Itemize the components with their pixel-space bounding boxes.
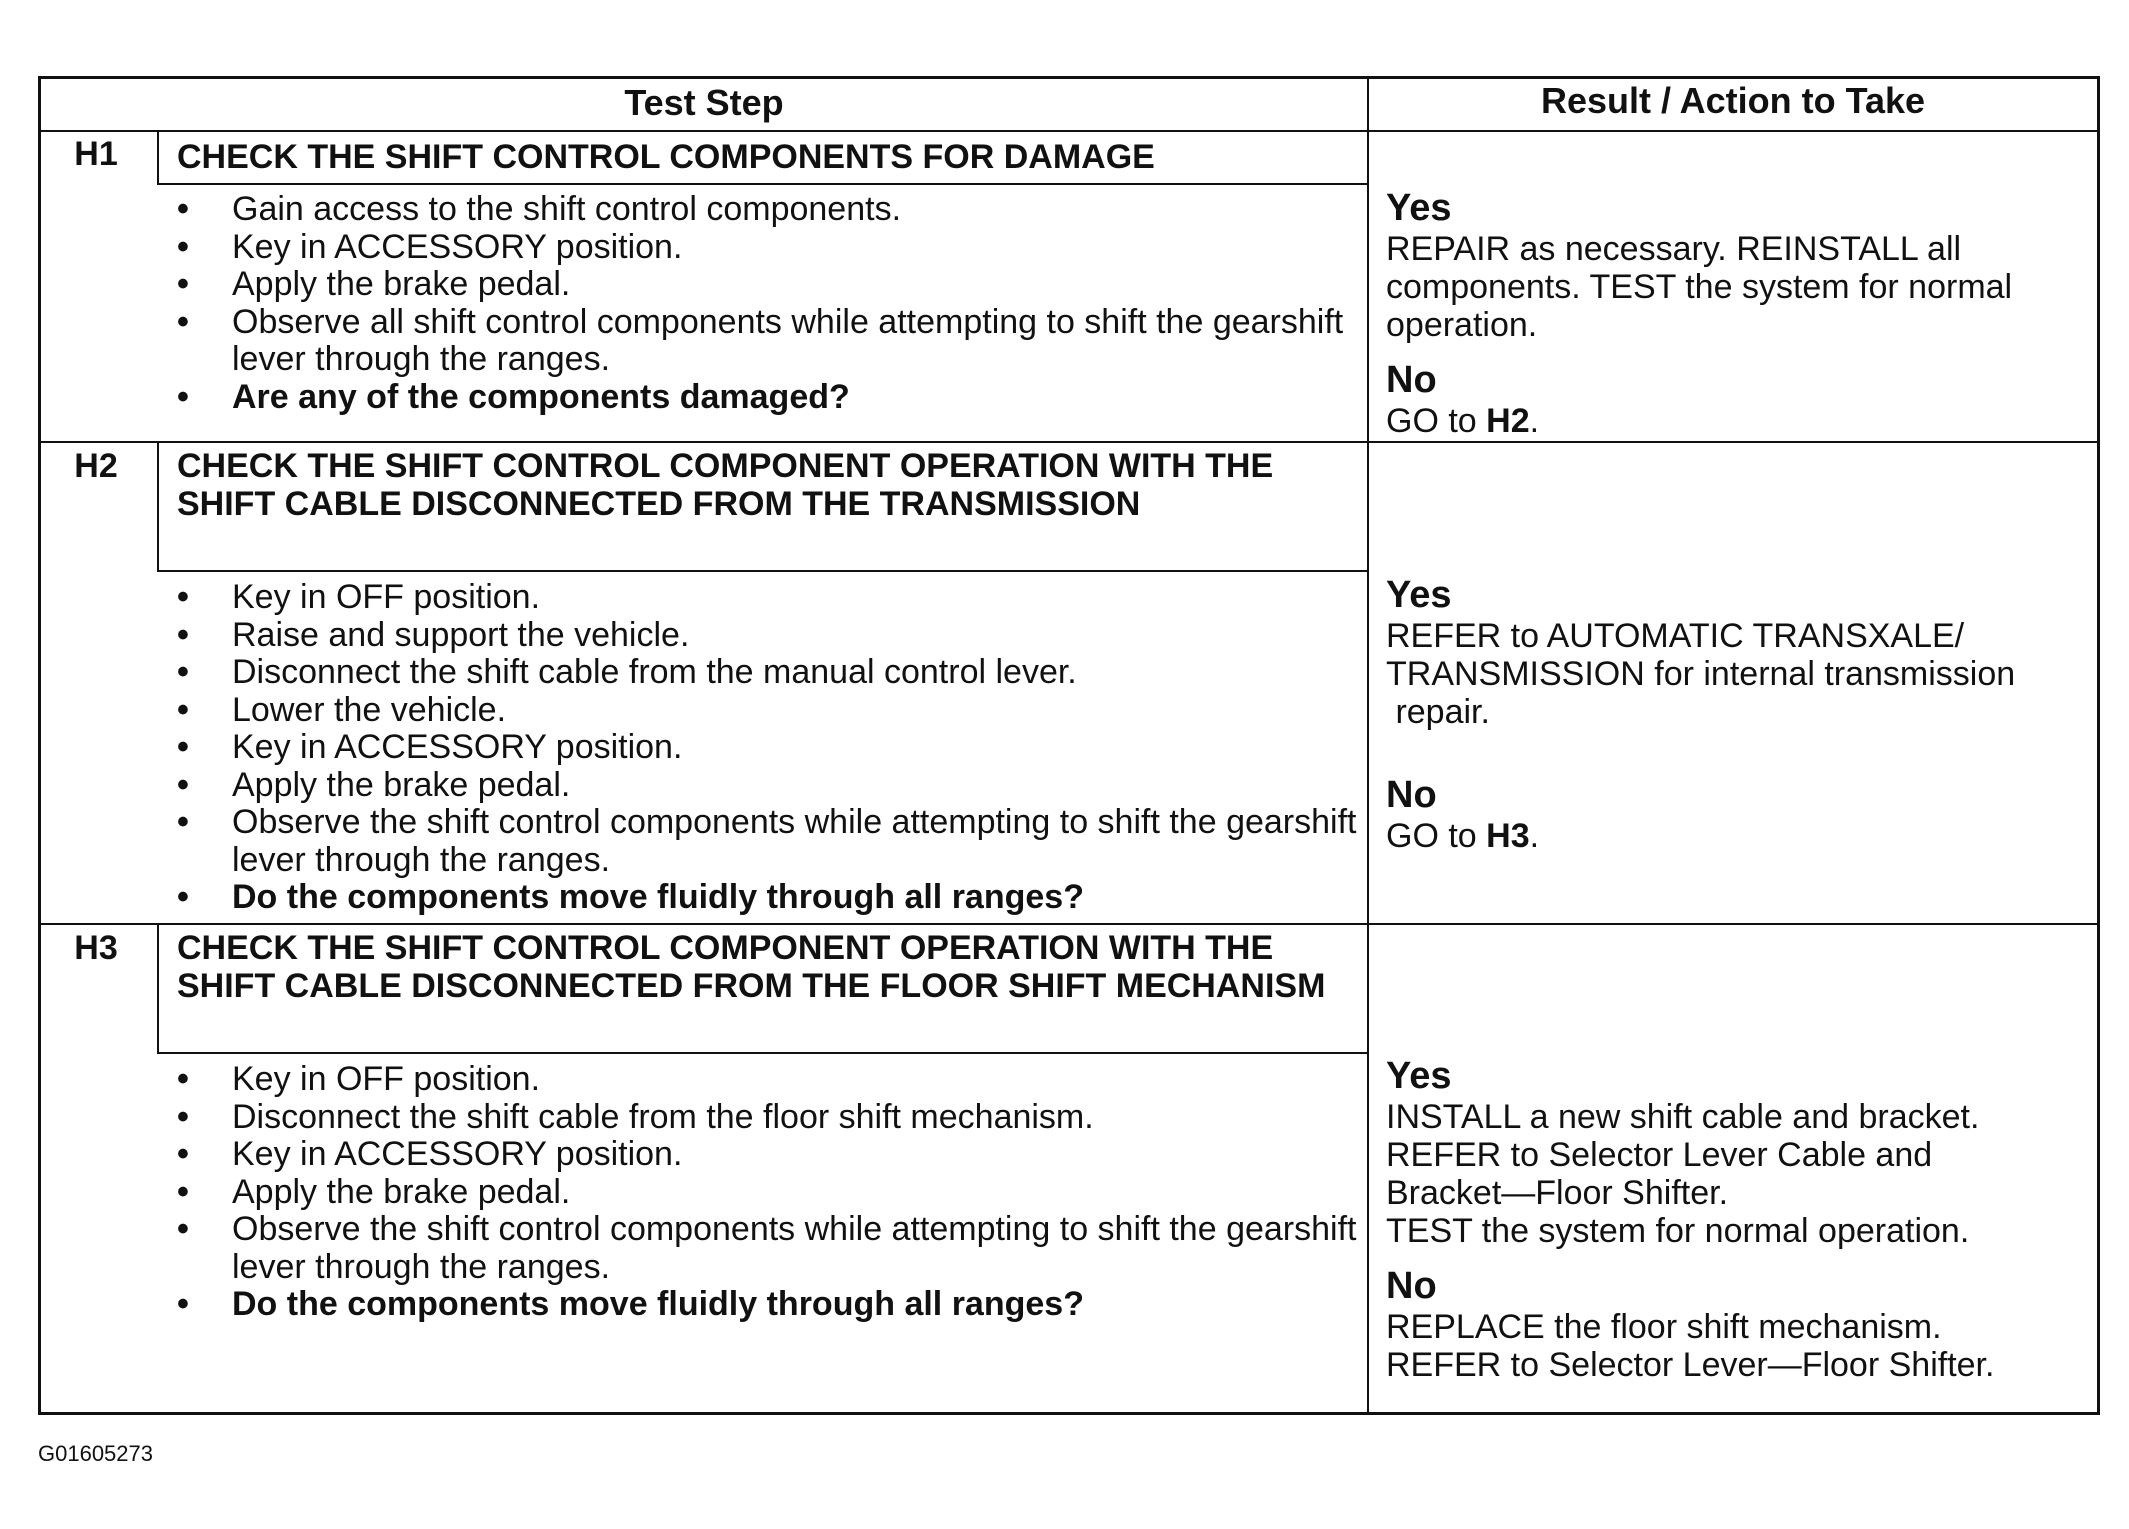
action-item: • Key in ACCESSORY position. xyxy=(177,1136,1357,1174)
no-label: No xyxy=(1386,774,1437,816)
action-item: • Apply the brake pedal. xyxy=(177,266,1357,304)
yes-text-line: REFER to AUTOMATIC TRANSXALE/ xyxy=(1386,617,1965,655)
yes-text-line: Bracket—Floor Shifter. xyxy=(1386,1174,1729,1212)
step-question: • Do the components move fluidly through all ranges? xyxy=(177,879,1357,917)
h1-title-rule xyxy=(157,183,1367,185)
column-divider xyxy=(1367,79,1369,1412)
step-question: • Are any of the components damaged? xyxy=(177,379,1357,417)
h1-end-rule xyxy=(41,441,2097,443)
yes-text-line: TRANSMISSION for internal transmission xyxy=(1386,655,2016,693)
yes-text-line: repair. xyxy=(1386,693,1490,731)
no-text-line xyxy=(1386,817,2015,855)
result-action-header: Result / Action to Take xyxy=(1540,80,1926,121)
action-item: • Key in OFF position. xyxy=(177,579,1357,617)
no-text-line: REFER to Selector Lever—Floor Shifter. xyxy=(1386,1346,1995,1384)
yes-text-line: INSTALL a new shift cable and bracket. xyxy=(1386,1098,1980,1136)
step-title-h1: CHECK THE SHIFT CONTROL COMPONENTS FOR DAMAGE xyxy=(177,138,1155,176)
step-actions-h2 xyxy=(177,579,1357,917)
step-title-h2: CHECK THE SHIFT CONTROL COMPONENT OPERATION WITH THE SHIFT CABLE DISCONNECTED FROM THE TRANSMISSION xyxy=(177,447,1274,523)
action-item: • Observe the shift control components while attempting to shift the gearshift lever through the ranges. xyxy=(177,804,1357,879)
h3-title-rule xyxy=(157,1052,1367,1054)
yes-text-line: TEST the system for normal operation. xyxy=(1386,1212,1970,1250)
no-suffix: . xyxy=(1529,402,1540,440)
no-text-line xyxy=(1386,402,2012,440)
id-divider-h3 xyxy=(157,925,159,1054)
step-reference: H2 xyxy=(1486,402,1530,440)
figure-code: G01605273 xyxy=(38,1441,153,1466)
result-h1 xyxy=(1386,186,2012,440)
no-label: No xyxy=(1386,1265,1437,1307)
step-actions-h1 xyxy=(177,191,1357,416)
step-reference: H3 xyxy=(1486,817,1530,855)
result-h2 xyxy=(1386,573,2015,855)
action-item: • Observe the shift control components while attempting to shift the gearshift lever through the ranges. xyxy=(177,1211,1357,1286)
step-question: • Do the components move fluidly through all ranges? xyxy=(177,1286,1357,1324)
diagnostic-table xyxy=(38,76,2100,1415)
yes-text-line: operation. xyxy=(1386,306,1538,344)
action-item: • Lower the vehicle. xyxy=(177,692,1357,730)
action-item: • Disconnect the shift cable from the manual control lever. xyxy=(177,654,1357,692)
action-item: • Key in ACCESSORY position. xyxy=(177,229,1357,267)
action-item: • Key in OFF position. xyxy=(177,1061,1357,1099)
yes-text-line: REPAIR as necessary. REINSTALL all xyxy=(1386,230,1962,268)
yes-label: Yes xyxy=(1386,1055,1452,1097)
step-id-h1: H1 xyxy=(74,135,118,173)
yes-label: Yes xyxy=(1386,574,1452,616)
no-prefix: GO to xyxy=(1386,402,1487,440)
step-id-h2: H2 xyxy=(74,447,118,485)
id-divider-h2 xyxy=(157,443,159,572)
action-item: • Gain access to the shift control components. xyxy=(177,191,1357,229)
test-step-header: Test Step xyxy=(624,82,784,123)
yes-text-line: components. TEST the system for normal xyxy=(1386,268,2013,306)
h2-title-rule xyxy=(157,570,1367,572)
action-item: • Disconnect the shift cable from the floor shift mechanism. xyxy=(177,1099,1357,1137)
action-item: • Raise and support the vehicle. xyxy=(177,617,1357,655)
action-item: • Apply the brake pedal. xyxy=(177,767,1357,805)
yes-text-line: REFER to Selector Lever Cable and xyxy=(1386,1136,1933,1174)
header-rule xyxy=(41,130,2097,132)
no-suffix: . xyxy=(1529,817,1540,855)
no-text-line: REPLACE the floor shift mechanism. xyxy=(1386,1308,1942,1346)
no-label: No xyxy=(1386,359,1437,401)
step-id-h3: H3 xyxy=(74,929,118,967)
action-item: • Apply the brake pedal. xyxy=(177,1174,1357,1212)
action-item: • Observe all shift control components while attempting to shift the gearshift lever through the ranges. xyxy=(177,304,1357,379)
no-prefix: GO to xyxy=(1386,817,1487,855)
yes-label: Yes xyxy=(1386,187,1452,229)
h2-end-rule xyxy=(41,923,2097,925)
step-title-h3: CHECK THE SHIFT CONTROL COMPONENT OPERATION WITH THE SHIFT CABLE DISCONNECTED FROM THE FLOOR SHIFT MECHANISM xyxy=(177,929,1326,1005)
step-actions-h3 xyxy=(177,1061,1357,1324)
id-divider-h1 xyxy=(157,132,159,185)
action-item: • Key in ACCESSORY position. xyxy=(177,729,1357,767)
result-h3 xyxy=(1386,1054,1994,1384)
